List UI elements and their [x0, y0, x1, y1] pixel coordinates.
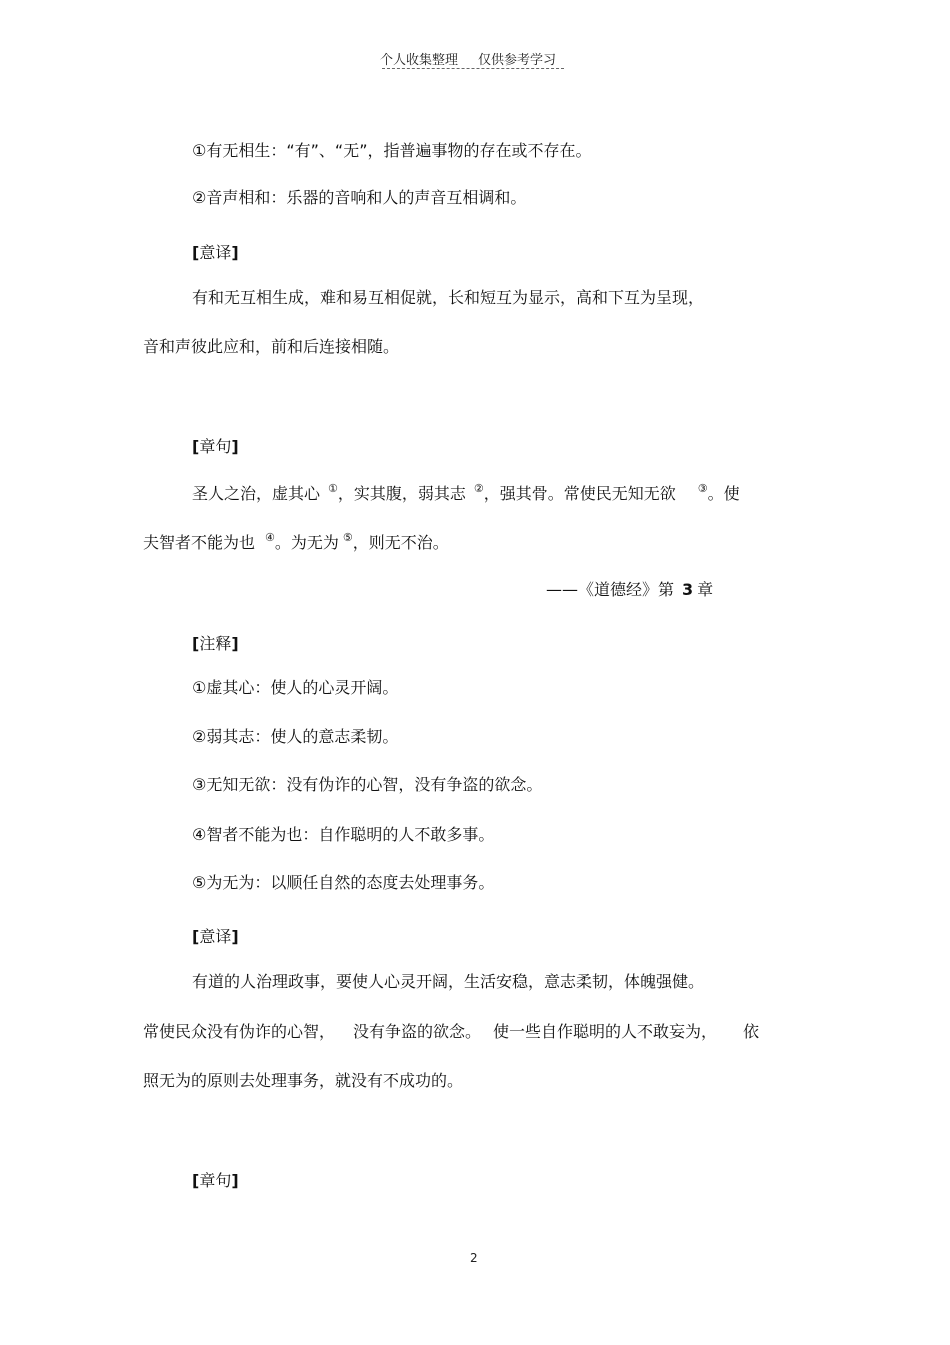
note-1-1: ①有无相生：“有”、“无”，指普遍事物的存在或不存在。	[192, 141, 592, 160]
translation-1-line-1: 有和无互相生成，难和易互相促就，长和短互为显示，高和下互为呈现，	[192, 288, 705, 307]
header-left-text: 个人收集整理	[380, 53, 459, 68]
heading-yiyi-1-label: 意译	[199, 243, 232, 262]
footnote-marker-2: ②	[473, 482, 484, 495]
heading-zhangju-2: [章句]	[192, 1171, 239, 1190]
heading-zhangju-1-label: 章句	[199, 437, 232, 456]
heading-zhangju-2-label: 章句	[199, 1171, 232, 1190]
page-header	[380, 49, 570, 68]
note-3-4: ④智者不能为也：自作聪明的人不敢多事。	[192, 825, 495, 844]
heading-zhushi: [注释]	[192, 634, 239, 653]
note-3-1: ①虚其心：使人的心灵开阔。	[192, 678, 399, 697]
heading-zhangju-1: [章句]	[192, 437, 239, 456]
heading-yiyi-2-label: 意译	[199, 927, 232, 946]
heading-zhushi-label: 注释	[199, 634, 232, 653]
heading-yiyi-1: [意译]	[192, 243, 239, 262]
page-number: 2	[470, 1251, 478, 1265]
footnote-marker-3: ③	[697, 482, 708, 495]
footnote-marker-4: ④	[265, 531, 275, 544]
chapter-text-line-1: 圣人之治，虚其心 ①，实其腹，弱其志 ②，强其骨。常使民无知无欲 ③。使	[192, 482, 740, 503]
note-1-2: ②音声相和：乐器的音响和人的声音互相调和。	[192, 188, 527, 207]
heading-yiyi-2: [意译]	[192, 927, 239, 946]
note-3-5: ⑤为无为：以顺任自然的态度去处理事务。	[192, 873, 495, 892]
translation-3-line-2: 常使民众没有伪诈的心智， 没有争盗的欲念。 使一些自作聪明的人不敢妄为， 依	[143, 1022, 760, 1041]
header-dashed-rule	[382, 68, 564, 69]
chapter-text-line-2: 夫智者不能为也 ④。为无为 ⑤，则无不治。	[143, 531, 449, 552]
translation-3-line-3: 照无为的原则去处理事务，就没有不成功的。	[143, 1071, 464, 1090]
chapter-number: 3	[682, 580, 694, 599]
note-3-2: ②弱其志：使人的意志柔韧。	[192, 727, 399, 746]
footnote-marker-5: ⑤	[342, 531, 353, 544]
header-right-text: 仅供参考学习	[478, 53, 557, 68]
footnote-marker-1: ①	[328, 482, 338, 495]
translation-1-line-2: 音和声彼此应和，前和后连接相随。	[143, 337, 400, 356]
chapter-source: ——《道德经》第 3 章	[546, 580, 714, 599]
translation-3-line-1: 有道的人治理政事，要使人心灵开阔，生活安稳，意志柔韧，体魄强健。	[192, 972, 705, 991]
note-3-3: ③无知无欲：没有伪诈的心智，没有争盗的欲念。	[192, 775, 543, 794]
